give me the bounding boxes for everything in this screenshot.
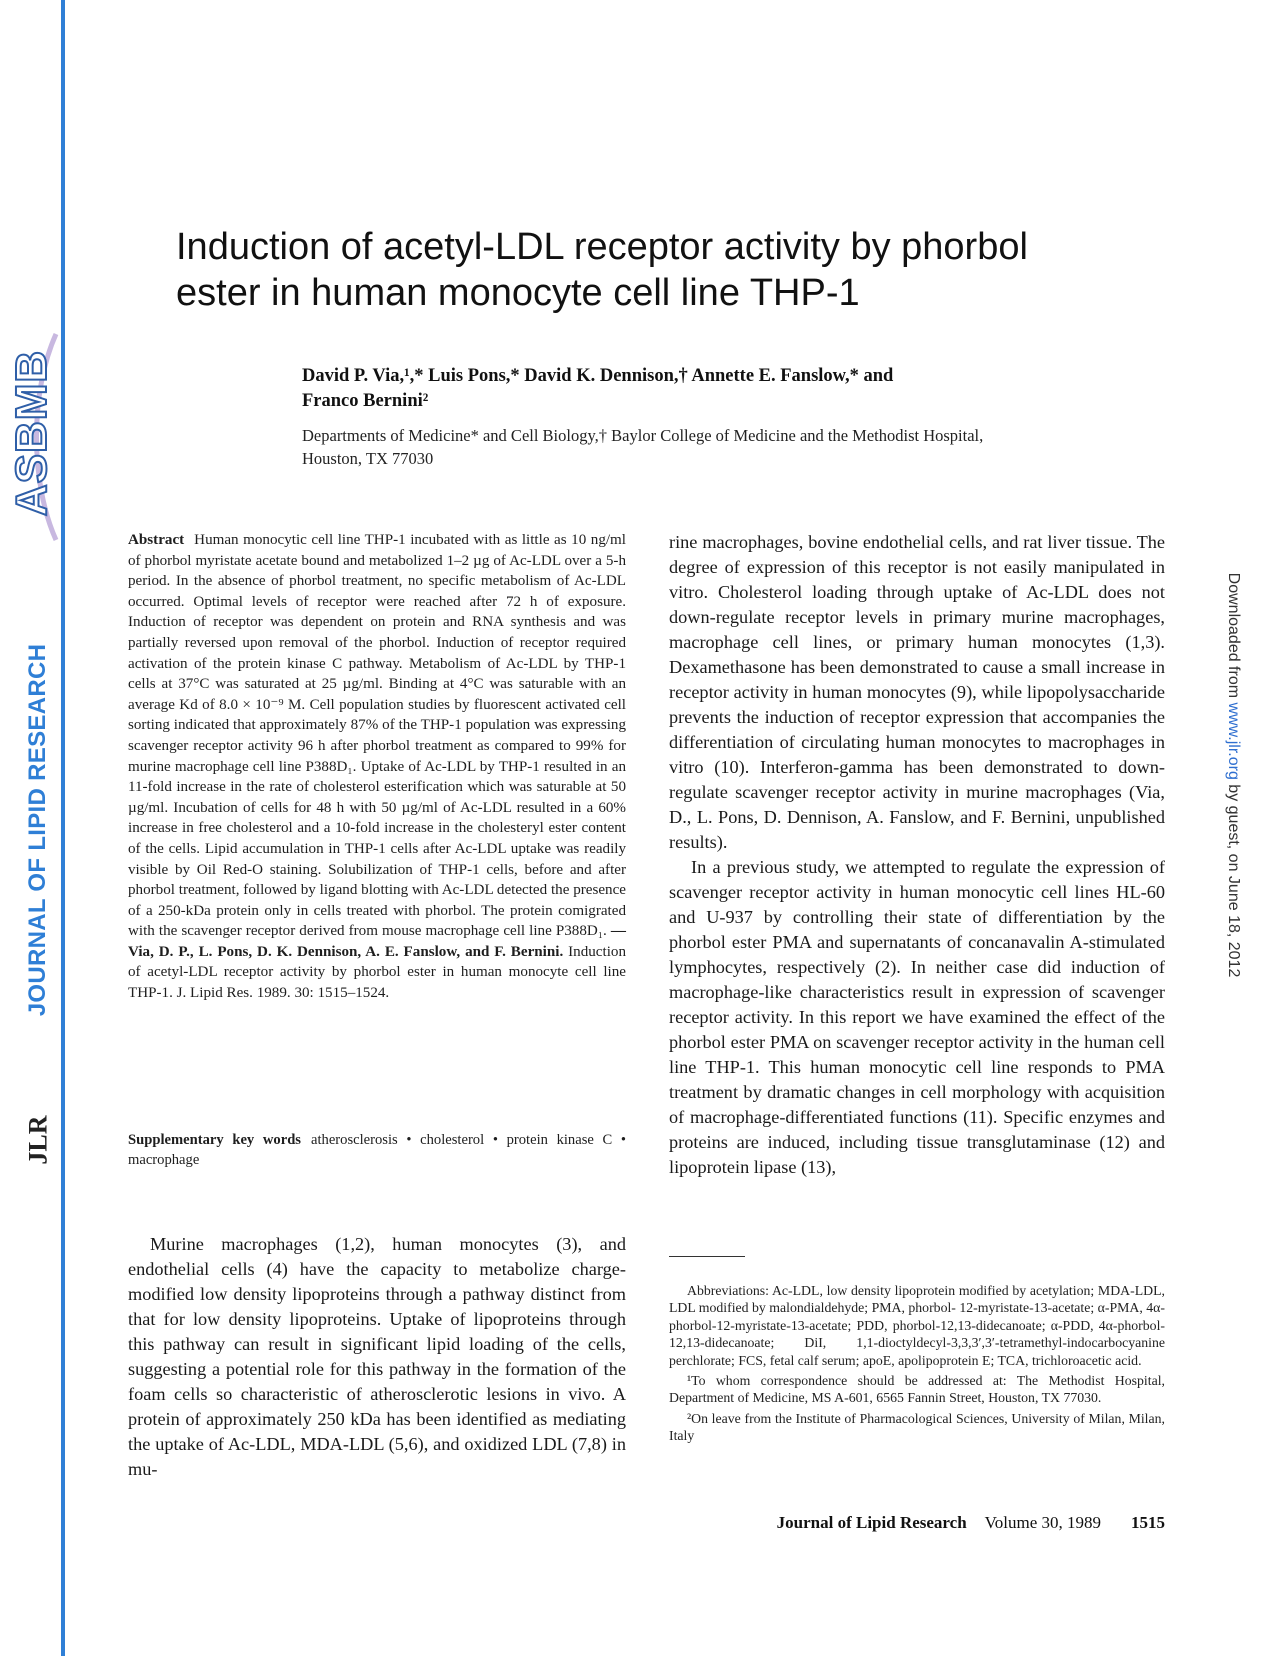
abstract [128,530,626,1004]
footer-page-number: 1515 [1131,1513,1165,1532]
download-note [1224,573,1242,978]
abstract-citation-authors: —Via, D. P., L. Pons, D. K. Dennison, A. E. Fanslow, and F. Bernini. [128,923,627,960]
footnote-1: ¹To whom correspondence should be addressed at: The Methodist Hospital, Department of Medicine, MS A-601, 6565 Fannin Street, Houston, TX 77030. [669,1373,1165,1406]
page-footer [730,1513,1165,1533]
right-paragraph-2: In a previous study, we attempted to regulate the expression of scavenger receptor activity in human monocytic cell lines HL-60 and U-937 by controlling their state of differentiation by the phorbol ester PMA and supernatants of concanavalin A-stimulated lymphocytes, respectively (2). In neither case did induction of macrophage-like characteristics result in expression of scavenger receptor activity. In this report we have examined the effect of the phorbol ester PMA on scavenger receptor activity in the human cell line THP-1. This human monocytic cell line responds to PMA treatment by dramatic changes in cell morphology with acquisition of macrophage-differentiated functions (11). Specific enzymes and proteins are induced, including tissue transglutaminase (12) and lipoprotein lipase (13), [669,857,1165,1177]
title-line-1: Induction of acetyl-LDL receptor activity by phorbol [176,226,1028,268]
footer-volume: Volume 30, 1989 [984,1513,1101,1532]
download-suffix: by guest, on June 18, 2012 [1225,779,1242,978]
download-prefix: Downloaded from [1225,572,1242,703]
author-list [302,364,1152,414]
affiliation-line-1: Departments of Medicine* and Cell Biology,† Baylor College of Medicine and the Methodist Hospital, [302,426,984,445]
keywords-label: Supplementary key words [128,1132,301,1148]
footnote-rule [669,1256,745,1257]
title-line-2: ester in human monocyte cell line THP-1 [176,272,860,314]
intro-left-column: Murine macrophages (1,2), human monocytes (3), and endothelial cells (4) have the capacity to metabolize charge-modified low density lipoproteins through a pathway distinct from that for low density lipoproteins. Uptake of lipoproteins through this pathway can result in significant lipid loading of the cells, suggesting a potential role for this pathway in the formation of the foam cells so characteristic of atherosclerotic lesions in vivo. A protein of approximately 250 kDa has been identified as mediating the uptake of Ac-LDL, MDA-LDL (5,6), and oxidized LDL (7,8) in mu- [128,1234,626,1479]
asbmb-text: ASBMB [7,349,56,517]
footnotes [669,1282,1165,1448]
journal-vertical-title: JOURNAL OF LIPID RESEARCH [24,643,51,1017]
affiliation [302,424,1152,470]
abstract-citation-rest: Induction of acetyl-LDL receptor activity by phorbol ester in human monocyte cell line THP-1. J. Lipid Res. 1989. 30: 1515–1524. [128,943,626,1002]
right-column [669,530,1165,1180]
footnote-2: ²On leave from the Institute of Pharmacological Sciences, University of Milan, Milan, Italy [669,1410,1165,1444]
sidebar-stripe [61,0,65,1656]
authors-line-1: David P. Via,¹,* Luis Pons,* David K. Dennison,† Annette E. Fanslow,* and [302,366,894,386]
footer-journal: Journal of Lipid Research [776,1513,967,1532]
article-title [176,224,1156,316]
download-link[interactable]: www.jlr.org [1225,702,1242,780]
abstract-label: Abstract [128,532,185,548]
keywords-text: atherosclerosis • cholesterol • protein kinase C • macrophage [128,1132,627,1168]
right-paragraph-1: rine macrophages, bovine endothelial cells, and rat liver tissue. The degree of expression of this receptor is not easily manipulated in vitro. Cholesterol loading through uptake of Ac-LDL does not down-regulate receptor levels in primary murine macrophages, macrophage cell lines, or primary human monocytes (1,3). Dexamethasone has been demonstrated to cause a small increase in receptor activity in human monocytes (9), while lipopolysaccharide prevents the induction of receptor expression that accompanies the differentiation of circulating human monocytes to macrophages in vitro (10). Interferon-gamma has been demonstrated to down-regulate scavenger receptor activity in murine macrophages (Via, D., L. Pons, D. Dennison, A. Fanslow, and F. Bernini, unpublished results). [669,532,1165,852]
jlr-logo-icon: JLR [23,1115,53,1165]
footnote-abbreviations: Abbreviations: Ac-LDL, low density lipoprotein modified by acetylation; MDA-LDL, LDL modified by malondialdehyde; PMA, phorbol- 12-myristate-13-acetate; α-PMA, 4α-phorbol-12-myristate-13-acetate; PDD, phorbol-12,13-didecanoate; α-PDD, 4α-phorbol-12,13-didecanoate; DiI, 1,1-dioctyldecyl-3,3,3′,3′-tetramethyl-indocarbocyanine perchlorate; FCS, fetal calf serum; apoE, apolipoprotein E; TCA, trichloroacetic acid. [669,1283,1165,1368]
asbmb-logo [4,318,60,548]
abstract-text: Human monocytic cell line THP-1 incubated with as little as 10 ng/ml of phorbol myristate acetate bound and metabolized 1–2 µg of Ac-LDL over a 5-h period. In the absence of phorbol treatment, no specific metabolism of Ac-LDL occurred. Optimal levels of receptor were reached after 72 h of exposure. Induction of receptor was dependent on protein and RNA synthesis and was partially reversed upon removal of the phorbol. Induction of receptor required activation of the protein kinase C pathway. Metabolism of Ac-LDL by THP-1 cells at 37°C was saturated at 25 µg/ml. Binding at 4°C was saturable with an average Kd of 8.0 × 10⁻⁹ M. Cell population studies by fluorescent activated cell sorting indicated that approximately 87% of the THP-1 population was expressing scavenger receptor activity 96 h after phorbol treatment as compared to 99% for murine macrophage cell line P388D₁. Uptake of Ac-LDL by THP-1 resulted in an 11-fold increase in the rate of cholesterol esterification which was saturable at 50 µg/ml. Incubation of cells for 48 h with 50 µg/ml of Ac-LDL resulted in a 60% increase in free cholesterol and a 10-fold increase in the cholesteryl ester content of the cells. Lipid accumulation in THP-1 cells after Ac-LDL uptake was readily visible by Oil Red-O staining. Solubilization of THP-1 cells, before and after phorbol treatment, followed by ligand blotting with Ac-LDL detected the presence of a 250-kDa protein only in cells treated with phorbol. The protein comigrated with the scavenger receptor derived from mouse macrophage cell line P388D₁. [128,532,626,940]
keywords [128,1130,626,1170]
authors-line-2: Franco Bernini² [302,391,429,411]
affiliation-line-2: Houston, TX 77030 [302,449,434,468]
